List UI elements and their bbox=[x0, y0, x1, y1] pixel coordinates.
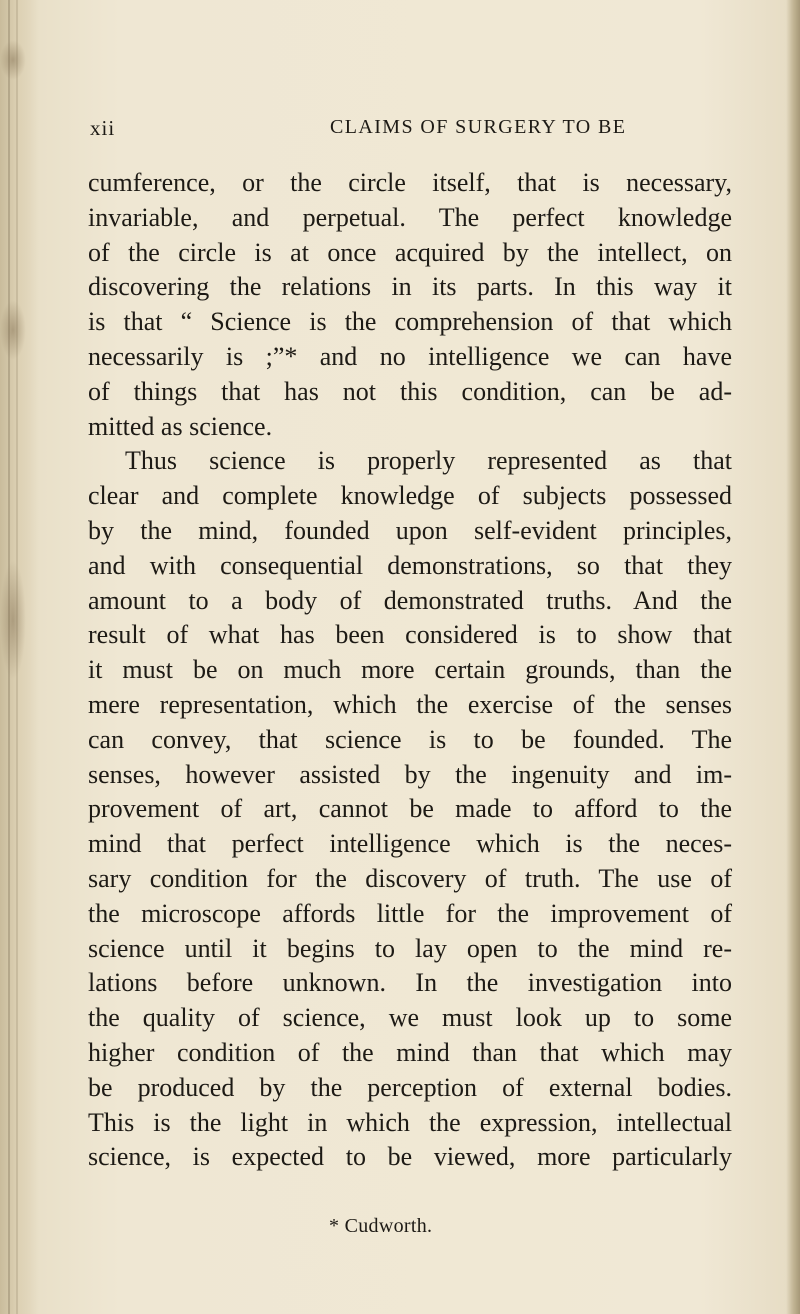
text-line: mere representation, which the exercise of the senses bbox=[88, 689, 732, 719]
body-text bbox=[88, 166, 732, 1175]
text-line: it must be on much more certain grounds, than the bbox=[88, 655, 732, 685]
text-line: amount to a body of demonstrated truths. And the bbox=[88, 585, 732, 615]
binding-stain bbox=[0, 40, 26, 80]
text-line: necessarily is ;”* and no intelligence we can have bbox=[88, 341, 732, 371]
text-line: lations before unknown. In the investigation into bbox=[88, 968, 732, 998]
text-line: mind that perfect intelligence which is the neces- bbox=[88, 829, 732, 859]
text-line: can convey, that science is to be founded. The bbox=[88, 724, 732, 754]
binding-stain bbox=[0, 300, 26, 360]
text-line: of the circle is at once acquired by the intellect, on bbox=[88, 237, 732, 267]
text-line: invariable, and perpetual. The perfect knowledge bbox=[88, 202, 732, 232]
paragraph-first-line: Thus science is properly represented as that bbox=[125, 446, 732, 476]
page-header bbox=[90, 116, 710, 152]
text-line: the microscope affords little for the improvement of bbox=[88, 898, 732, 928]
text-line: by the mind, founded upon self-evident principles, bbox=[88, 515, 732, 545]
text-line: be produced by the perception of external bodies. bbox=[88, 1072, 732, 1102]
text-line: This is the light in which the expression, intellectual bbox=[88, 1107, 732, 1137]
text-line: result of what has been considered is to show that bbox=[88, 620, 732, 650]
text-line: provement of art, cannot be made to afford to the bbox=[88, 794, 732, 824]
running-title: CLAIMS OF SURGERY TO BE bbox=[330, 116, 627, 138]
text-line: higher condition of the mind than that which may bbox=[88, 1037, 732, 1067]
binding-stain bbox=[0, 560, 26, 680]
text-line: sary condition for the discovery of truth. The use of bbox=[88, 863, 732, 893]
text-line: mitted as science. bbox=[88, 411, 273, 441]
footnote: * Cudworth. bbox=[329, 1215, 433, 1237]
text-line: senses, however assisted by the ingenuity and im- bbox=[88, 759, 732, 789]
text-line: the quality of science, we must look up to some bbox=[88, 1003, 732, 1033]
page-edge-right bbox=[786, 0, 800, 1314]
text-line: science until it begins to lay open to the mind re- bbox=[88, 933, 732, 963]
text-line: is that “ Science is the comprehension of that which bbox=[88, 307, 732, 337]
text-line: and with consequential demonstrations, so that they bbox=[88, 550, 732, 580]
text-line: clear and complete knowledge of subjects possessed bbox=[88, 481, 732, 511]
text-line: science, is expected to be viewed, more particularly bbox=[88, 1142, 732, 1172]
text-line: of things that has not this condition, can be ad- bbox=[88, 376, 732, 406]
text-line: discovering the relations in its parts. In this way it bbox=[88, 272, 732, 302]
page-number: xii bbox=[90, 116, 116, 140]
text-line: cumference, or the circle itself, that is necessary, bbox=[88, 168, 732, 197]
